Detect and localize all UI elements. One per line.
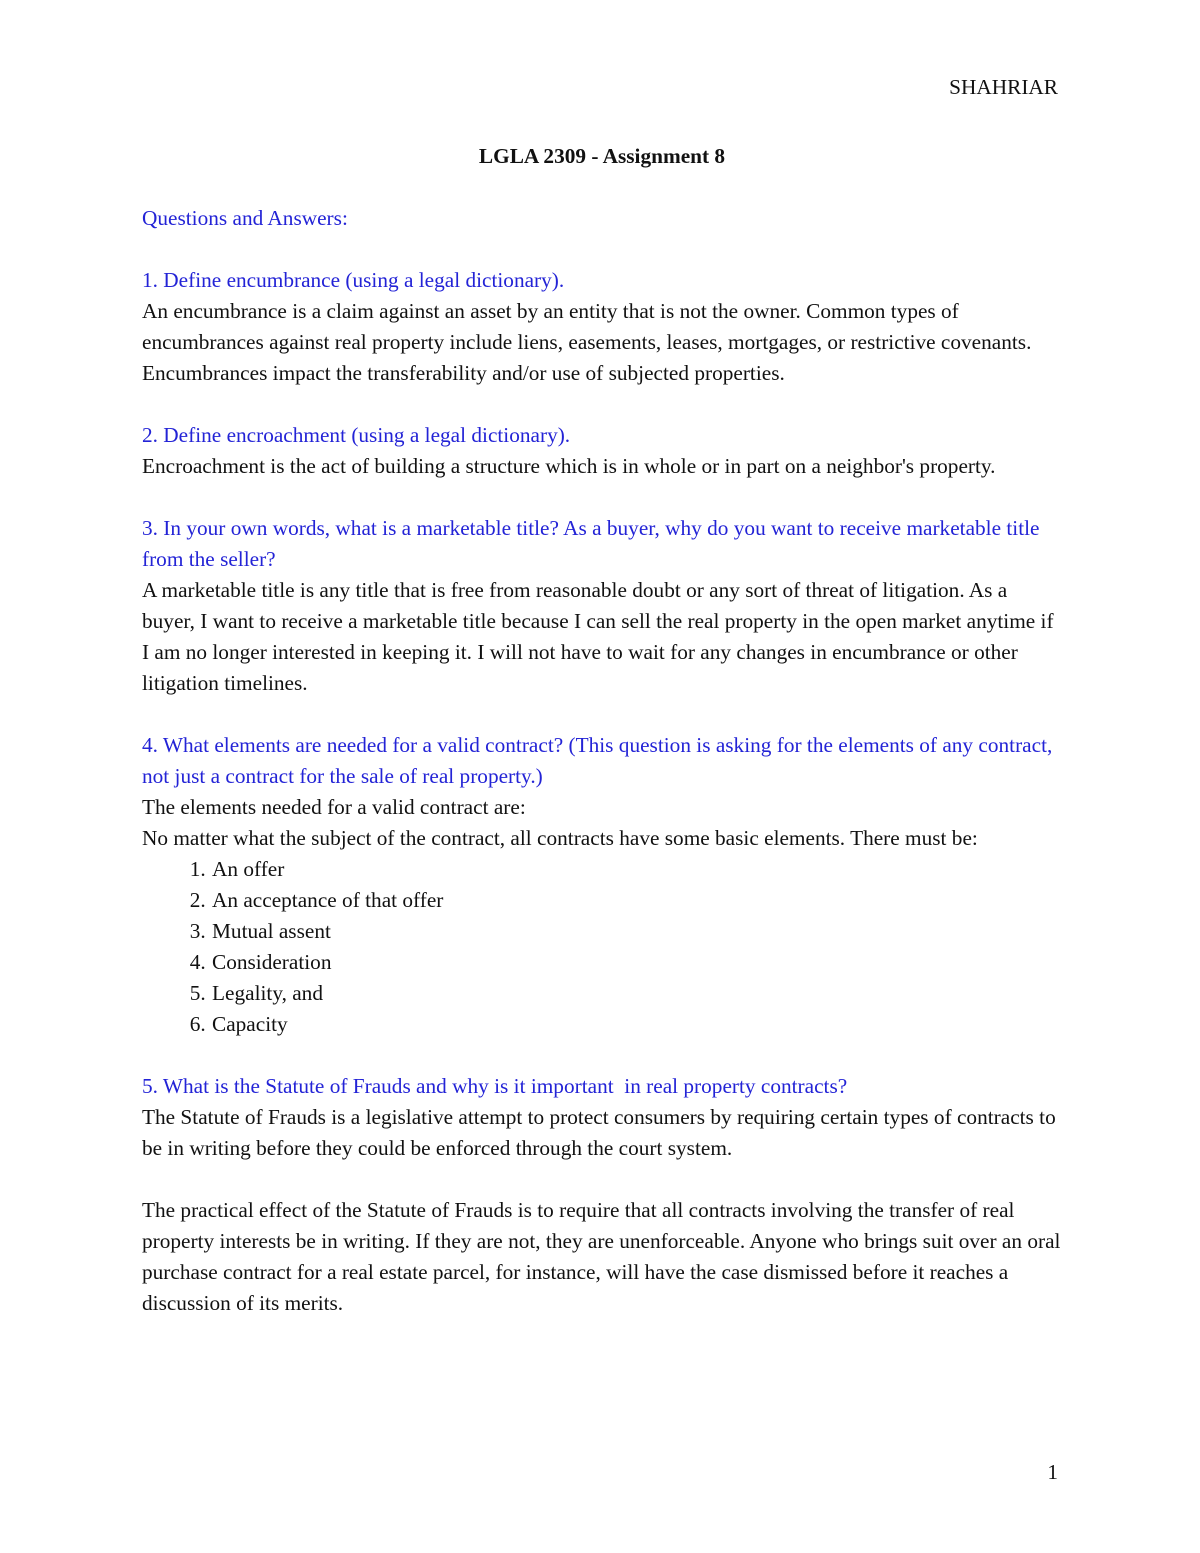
document-content [142,141,1062,1319]
document-title: LGLA 2309 - Assignment 8 [478,144,726,168]
list-item: 6. Capacity [211,1009,1062,1040]
answer-1: An encumbrance is a claim against an asset by an entity that is not the owner. Common types of encumbrances against real property include liens, easements, leases, mortgages, or restrictive covenants. Encumbrances impact the transferability and/or use of subjected properties. [142,299,1032,385]
spacer [142,1164,1062,1195]
answer-4-intro: The elements needed for a valid contract are: [142,795,526,819]
contract-elements-list [142,854,1062,1040]
question-4: 4. What elements are needed for a valid contract? (This question is asking for the elements of any contract, not just a contract for the sale of real property.) [142,733,1053,788]
question-2: 2. Define encroachment (using a legal dictionary). [142,423,571,447]
list-item: 4. Consideration [211,947,1062,978]
answer-3: A marketable title is any title that is free from reasonable doubt or any sort of threat of litigation. As a buyer, I want to receive a marketable title because I can sell the real property in the open market anytime if I am no longer interested in keeping it. I will not have to wait for any changes in encumbrance or other litigation timelines. [142,578,1054,695]
answer-2: Encroachment is the act of building a structure which is in whole or in part on a neighbor's property. [142,454,996,478]
spacer [142,172,1062,203]
spacer [142,482,1062,513]
answer-4-lead: No matter what the subject of the contract, all contracts have some basic elements. There must be: [142,826,978,850]
spacer [142,1040,1062,1071]
spacer [142,699,1062,730]
spacer [142,234,1062,265]
answer-5-continued: The practical effect of the Statute of Frauds is to require that all contracts involving the transfer of real property interests be in writing. If they are not, they are unenforceable. Anyone who brings suit over an oral purchase contract for a real estate parcel, for instance, will have the case dismissed before it reaches a discussion of its merits. [142,1198,1061,1315]
list-item: 1. An offer [211,854,1062,885]
question-3: 3. In your own words, what is a marketable title? As a buyer, why do you want to receive marketable title from the seller? [142,516,1040,571]
intro-heading: Questions and Answers: [142,206,348,230]
header-author: SHAHRIAR [949,75,1058,99]
spacer [142,389,1062,420]
page-number: 1 [1047,1460,1058,1484]
list-item: 5. Legality, and [211,978,1062,1009]
answer-5: The Statute of Frauds is a legislative attempt to protect consumers by requiring certain types of contracts to be in writing before they could be enforced through the court system. [142,1105,1056,1160]
question-1: 1. Define encumbrance (using a legal dictionary). [142,268,565,292]
list-item: 3. Mutual assent [211,916,1062,947]
question-5: 5. What is the Statute of Frauds and why is it important in real property contracts? [142,1074,848,1098]
list-item: 2. An acceptance of that offer [211,885,1062,916]
